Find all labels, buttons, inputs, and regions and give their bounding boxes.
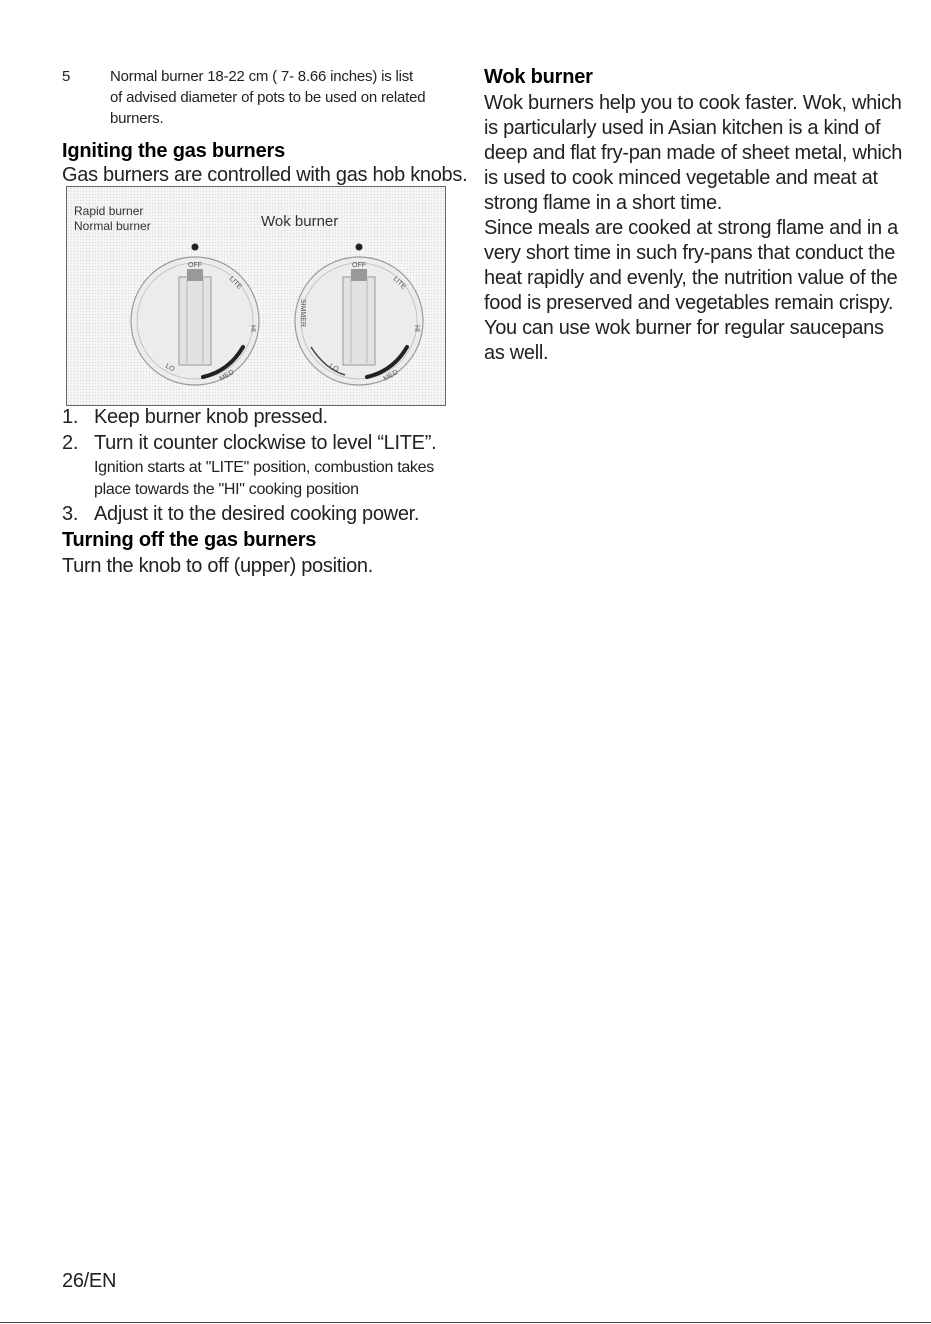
knob2-med-label: MED [382, 368, 400, 383]
wok-line: is particularly used in Asian kitchen is a kind of [484, 117, 881, 139]
knob2-simmer-label: SIMMER [299, 299, 306, 327]
step-text: Adjust it to the desired cooking power. [94, 503, 420, 525]
note-number: 5 [62, 68, 71, 85]
page-number: 26/EN [62, 1270, 117, 1292]
step-1 [62, 405, 328, 430]
step-text: Keep burner knob pressed. [94, 406, 328, 428]
knob-wok-icon [289, 239, 429, 389]
knob2-hi-label: HI [413, 325, 420, 332]
knob-normal-icon [125, 239, 265, 389]
igniting-heading: Igniting the gas burners [62, 140, 285, 162]
knob1-lo-label: LO [164, 362, 176, 374]
knob2-lo-label: LO [328, 362, 340, 374]
wok-line: You can use wok burner for regular saucepans [484, 317, 884, 339]
step-3 [62, 502, 419, 527]
turning-off-heading: Turning off the gas burners [62, 529, 317, 551]
wok-line: as well. [484, 342, 549, 364]
knob1-hi-label: HI [249, 325, 256, 332]
wok-line: heat rapidly and evenly, the nutrition value of the [484, 267, 898, 289]
label-wok-burner: Wok burner [261, 213, 339, 230]
step-number: 2. [62, 432, 79, 454]
note-text [110, 66, 425, 129]
wok-heading: Wok burner [484, 66, 593, 88]
wok-line: deep and flat fry-pan made of sheet metal, which [484, 142, 903, 164]
step-2-sub-line: Ignition starts at "LITE" position, combustion takes [94, 459, 434, 476]
step-text: Turn it counter clockwise to level “LITE”. [94, 432, 437, 454]
knob1-lite-label: LITE [227, 275, 243, 291]
wok-line: strong flame in a short time. [484, 192, 723, 214]
knob2-lite-label: LITE [391, 275, 407, 291]
step-number: 1. [62, 406, 79, 428]
step-2-sub [94, 457, 434, 501]
wok-line: very short time in such fry-pans that conduct the [484, 242, 896, 264]
step-2 [62, 431, 436, 456]
step-2-sub-line: place towards the "HI" cooking position [94, 481, 359, 498]
footer-divider [0, 1322, 931, 1323]
label-normal-burner: Normal burner [74, 219, 151, 233]
note-line: of advised diameter of pots to be used on related [110, 89, 426, 106]
wok-line: Wok burners help you to cook faster. Wok, which [484, 92, 902, 114]
wok-line: is used to cook minced vegetable and meat at [484, 167, 878, 189]
burner-knobs-figure [66, 186, 446, 406]
igniting-intro: Gas burners are controlled with gas hob knobs. [62, 164, 468, 186]
turning-off-text: Turn the knob to off (upper) position. [62, 555, 374, 577]
note-line: burners. [110, 110, 164, 127]
knob2-off-label: OFF [352, 262, 366, 269]
label-rapid-burner: Rapid burner [74, 204, 144, 218]
wok-paragraph [484, 91, 902, 366]
knob1-med-label: MED [218, 368, 236, 383]
wok-line: Since meals are cooked at strong flame and in a [484, 217, 898, 239]
knob1-off-label: OFF [188, 262, 202, 269]
wok-line: food is preserved and vegetables remain crispy. [484, 292, 894, 314]
step-number: 3. [62, 503, 79, 525]
note-line: Normal burner 18-22 cm ( 7- 8.66 inches) is list [110, 68, 414, 85]
